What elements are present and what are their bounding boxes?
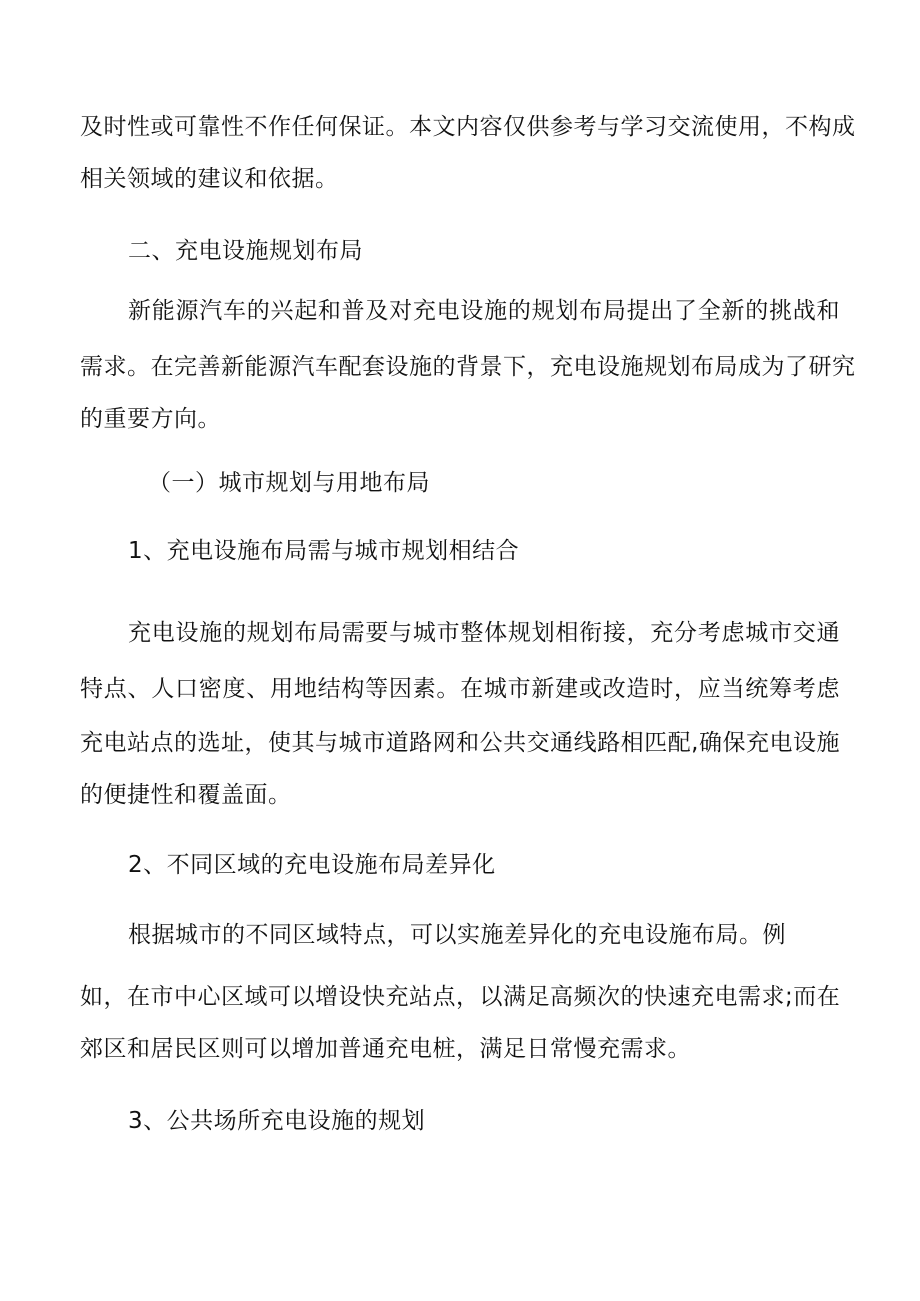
item1-heading: 1、充电设施布局需与城市规划相结合 bbox=[128, 538, 520, 564]
item1-line-3: 充电站点的选址，使其与城市道路网和公共交通线路相匹配,确保充电设施 bbox=[80, 730, 840, 756]
section-heading: 二、充电设施规划布局 bbox=[128, 238, 363, 264]
intro-line-1: 及时性或可靠性不作任何保证。本文内容仅供参考与学习交流使用，不构成 bbox=[80, 114, 856, 140]
item3-heading: 3、公共场所充电设施的规划 bbox=[128, 1108, 426, 1134]
intro-line-2: 相关领域的建议和依据。 bbox=[80, 166, 339, 192]
item2-line-2: 如，在市中心区域可以增设快充站点，以满足高频次的快速充电需求;而在 bbox=[80, 984, 841, 1010]
item1-line-2: 特点、人口密度、用地结构等因素。在城市新建或改造时，应当统筹考虑 bbox=[80, 676, 840, 702]
item2-heading: 2、不同区域的充电设施布局差异化 bbox=[128, 852, 496, 878]
section-para-line-2: 需求。在完善新能源汽车配套设施的背景下，充电设施规划布局成为了研究 bbox=[80, 354, 856, 380]
item2-line-1: 根据城市的不同区域特点，可以实施差异化的充电设施布局。例 bbox=[128, 922, 786, 948]
subsection-heading: （一）城市规划与用地布局 bbox=[148, 470, 430, 496]
section-para-line-3: 的重要方向。 bbox=[80, 406, 221, 432]
section-para-line-1: 新能源汽车的兴起和普及对充电设施的规划布局提出了全新的挑战和 bbox=[128, 298, 840, 324]
item1-line-4: 的便捷性和覆盖面。 bbox=[80, 782, 292, 808]
item2-line-3: 郊区和居民区则可以增加普通充电桩，满足日常慢充需求。 bbox=[80, 1036, 691, 1062]
item1-line-1: 充电设施的规划布局需要与城市整体规划相衔接，充分考虑城市交通 bbox=[128, 620, 840, 646]
